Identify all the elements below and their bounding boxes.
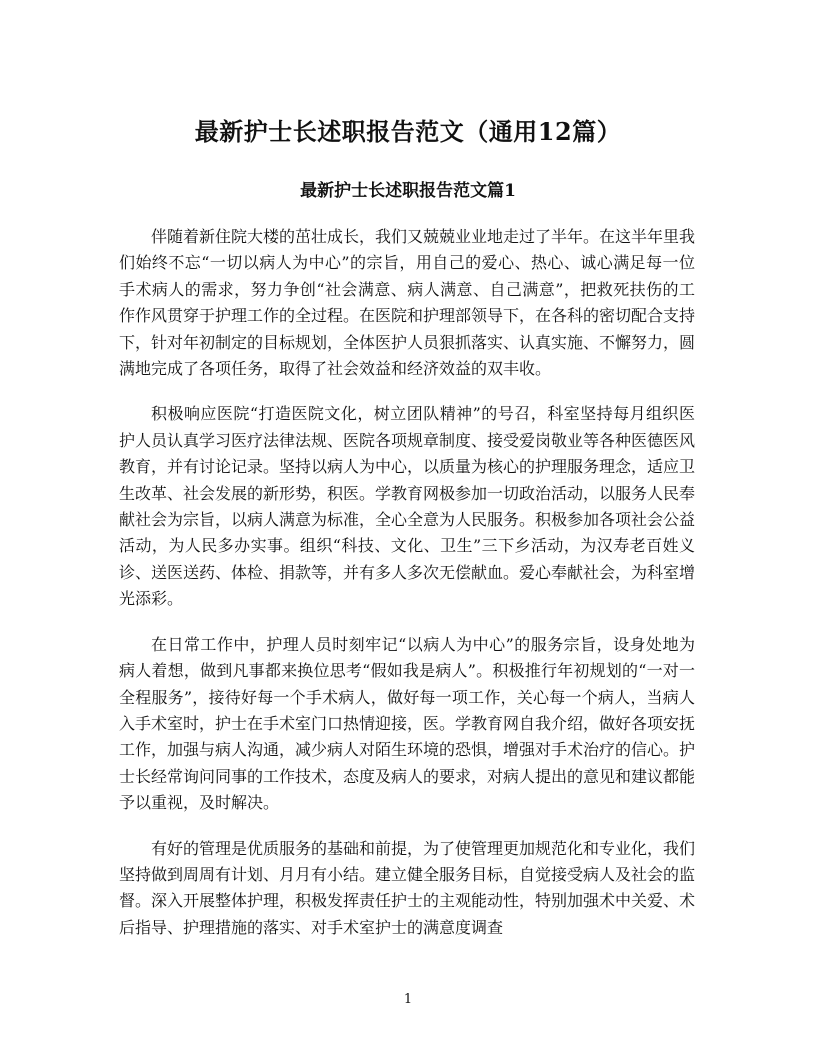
document-title: 最新护士长述职报告范文（通用12篇） (194, 117, 622, 146)
page-number: 1 (403, 992, 413, 1007)
body-paragraph: 伴随着新住院大楼的茁壮成长，我们又兢兢业业地走过了半年。在这半年里我们始终不忘“一切以病人为中心”的宗旨，用自己的爱心、热心、诚心满足每一位手术病人的需求，努力争创“社会满意、病人满意、自己满意”，把救死扶伤的工作作风贯穿于护理工作的全过程。在医院和护理部领导下，在各科的密切配合支持下，针对年初制定的目标规划，全体医护人员狠抓落实、认真实施、不懈努力，圆满地完成了各项任务，取得了社会效益和经济效益的双丰收。 (119, 227, 696, 379)
body-paragraph: 在日常工作中，护理人员时刻牢记“以病人为中心”的服务宗旨，设身处地为病人着想，做到凡事都来换位思考“假如我是病人”。积极推行年初规划的“一对一全程服务”，接待好每一个手术病人，做好每一项工作，关心每一个病人，当病人入手术室时，护士在手术室门口热情迎接，医。学教育网自我介绍，做好各项安抚工作，加强与病人沟通，减少病人对陌生环境的恐惧，增强对手术治疗的信心。护士长经常询问同事的工作技术，态度及病人的要求，对病人提出的意见和建议都能予以重视，及时解决。 (119, 634, 696, 813)
document-body (119, 224, 695, 960)
section-title: 最新护士长述职报告范文篇1 (300, 181, 516, 201)
body-paragraph: 积极响应医院“打造医院文化，树立团队精神”的号召，科室坚持每月组织医护人员认真学习医疗法律法规、医院各项规章制度、接受爱岗敬业等各种医德医风教育，并有讨论记录。坚持以病人为中心，以质量为核心的护理服务理念，适应卫生改革、社会发展的新形势，积医。学教育网极参加一切政治活动，以服务人民奉献社会为宗旨，以病人满意为标准，全心全意为人民服务。积极参加各项社会公益活动，为人民多办实事。组织“科技、文化、卫生”三下乡活动，为汉寿老百姓义诊、送医送药、体检、捐款等，并有多人多次无偿献血。爱心奉献社会，为科室增光添彩。 (119, 404, 696, 609)
body-paragraph: 有好的管理是优质服务的基础和前提，为了使管理更加规范化和专业化，我们坚持做到周周有计划、月月有小结。建立健全服务目标，自觉接受病人及社会的监督。深入开展整体护理，积极发挥责任护士的主观能动性，特别加强术中关爱、术后指导、护理措施的落实、对手术室护士的满意度调查 (119, 838, 696, 937)
